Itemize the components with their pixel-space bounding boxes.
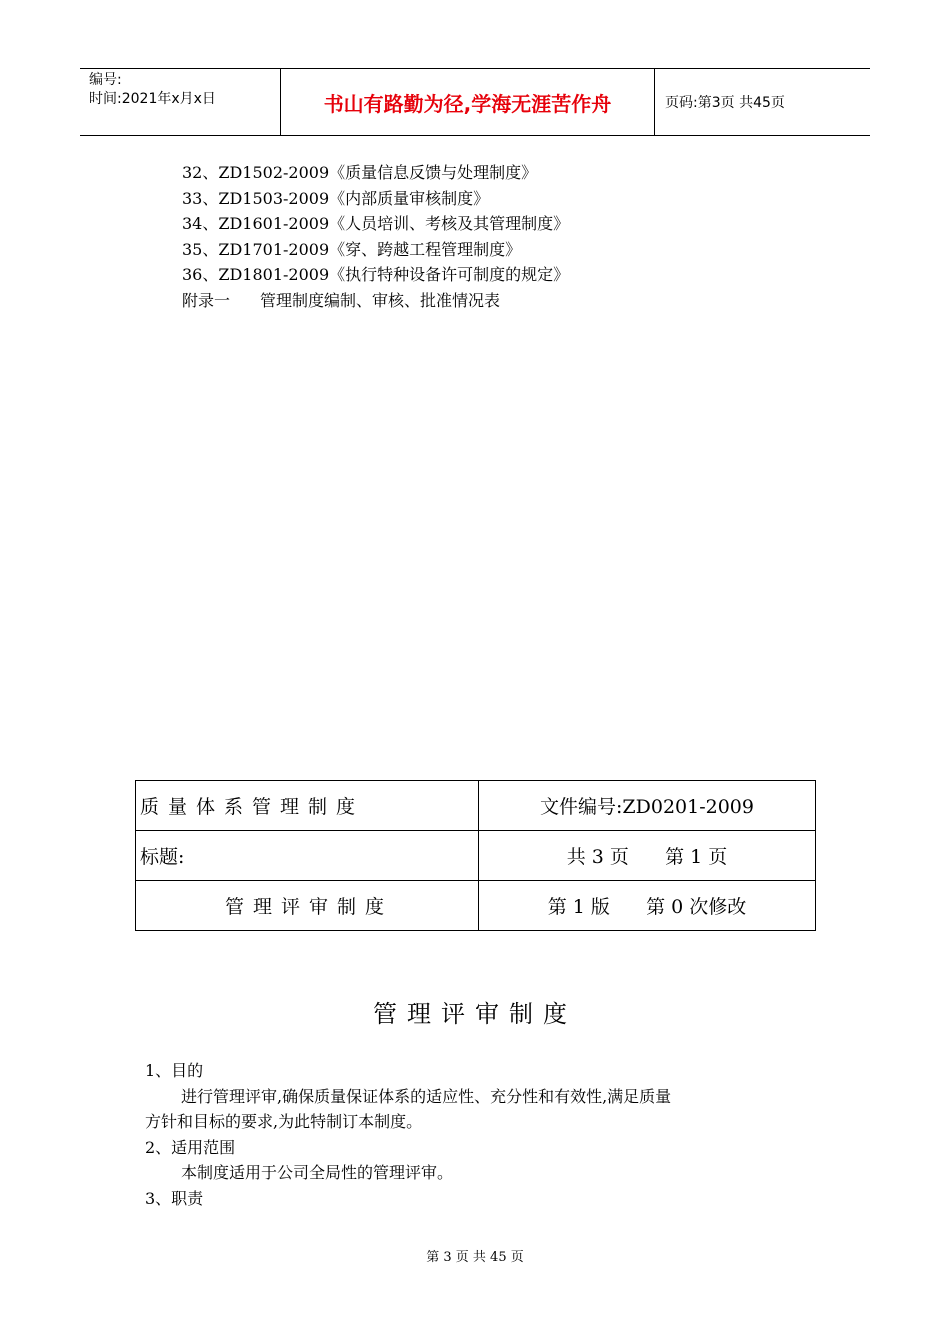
header-meta [80, 69, 281, 135]
page-count-cell: 共 3 页 第 1 页 [479, 831, 816, 881]
page-header [80, 68, 870, 136]
page-footer: 第 3 页 共 45 页 [426, 1250, 524, 1265]
time-label: 时间:2021年x月x日 [89, 91, 216, 107]
header-page-info: 页码:第3页 共45页 [665, 95, 785, 111]
section-heading: 2、适用范围 [145, 1137, 236, 1157]
appendix-label: 附录一 [182, 290, 231, 310]
section-body: 本制度适用于公司全局性的管理评审。 [181, 1163, 454, 1182]
system-name-cell: 质量体系管理制度 [136, 781, 479, 831]
header-motto: 书山有路勤为径,学海无涯苦作舟 [281, 69, 655, 135]
toc-item: 33、ZD1503-2009《内部质量审核制度》 [182, 188, 490, 208]
section-heading: 3、职责 [145, 1188, 204, 1208]
document-body [145, 1058, 815, 1211]
title-label-cell: 标题: [136, 831, 479, 881]
document-control-table [135, 780, 816, 931]
title-value-cell: 管理评审制度 [136, 881, 479, 931]
document-title: 管理评审制度 [373, 1000, 577, 1028]
toc-appendix [182, 288, 569, 314]
section-body: 进行管理评审,确保质量保证体系的适应性、充分性和有效性,满足质量 [181, 1086, 672, 1106]
version-cell: 第 1 版 第 0 次修改 [479, 881, 816, 931]
doc-number-cell: 文件编号:ZD0201-2009 [479, 781, 816, 831]
toc-item: 36、ZD1801-2009《执行特种设备许可制度的规定》 [182, 265, 570, 284]
table-of-contents [182, 160, 569, 313]
section-heading: 1、目的 [145, 1061, 204, 1080]
section-body: 方针和目标的要求,为此特制订本制度。 [145, 1112, 423, 1131]
toc-item: 32、ZD1502-2009《质量信息反馈与处理制度》 [182, 163, 538, 182]
number-label: 编号: [89, 72, 122, 88]
toc-item: 34、ZD1601-2009《人员培训、考核及其管理制度》 [182, 214, 570, 233]
appendix-text: 管理制度编制、审核、批准情况表 [260, 290, 501, 310]
toc-item: 35、ZD1701-2009《穿、跨越工程管理制度》 [182, 239, 522, 259]
